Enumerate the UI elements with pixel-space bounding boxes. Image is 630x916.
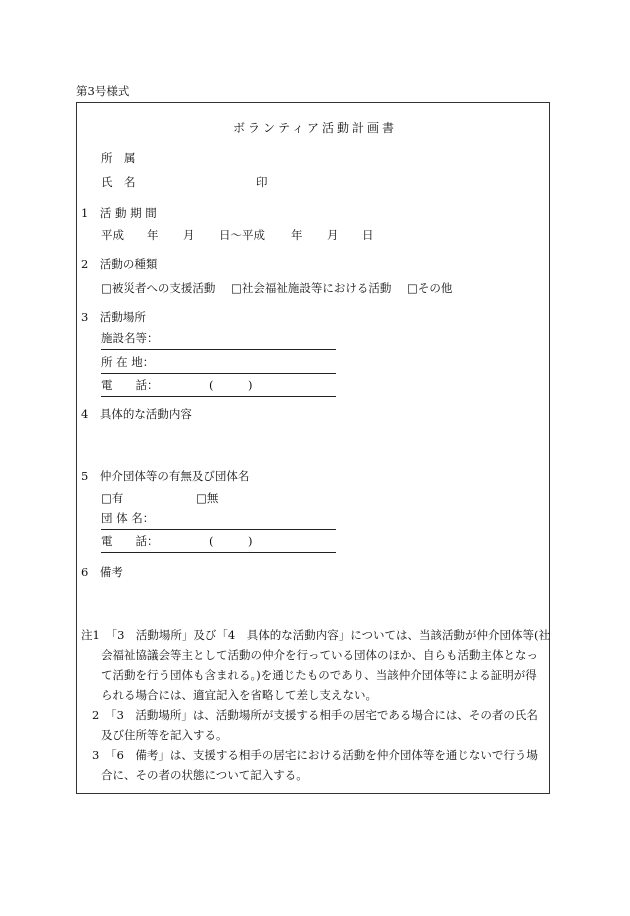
section-5-heading: 5 仲介団体等の有無及び団体名 xyxy=(81,469,250,483)
seal-label: 印 xyxy=(256,175,268,189)
phone-area-code-parens: ( ) xyxy=(209,378,253,392)
section-1-heading: 1 活 動 期 間 xyxy=(81,206,157,220)
note-1-line: 注1 「3 活動場所」及び「4 具体的な活動内容」については、当該活動が仲介団体等(社 xyxy=(81,628,550,642)
org-phone-label: 電 話： xyxy=(101,534,159,548)
period-year-end: 年 xyxy=(291,228,303,242)
section-2-heading: 2 活動の種類 xyxy=(81,257,158,271)
activity-content-area[interactable] xyxy=(101,426,531,462)
affiliation-label: 所 属 xyxy=(101,151,136,165)
remarks-area[interactable] xyxy=(101,583,531,619)
org-name-field[interactable] xyxy=(101,513,336,530)
address-label: 所 在 地： xyxy=(101,355,155,369)
org-phone-area-code-parens: ( ) xyxy=(209,534,253,548)
period-day-start: 日〜平成 xyxy=(219,228,265,242)
phone-field[interactable] xyxy=(101,380,336,397)
section-4-heading: 4 具体的な活動内容 xyxy=(81,407,192,421)
note-3-line: 合に、その者の状態について記入する。 xyxy=(101,768,308,782)
form-id: 第3号様式 xyxy=(76,84,130,98)
facility-name-field[interactable] xyxy=(101,333,336,350)
period-month-end: 月 xyxy=(327,228,339,242)
note-3-line: 3 「6 備考」は、支援する相手の居宅における活動を仲介団体等を通じないで行う場 xyxy=(92,748,538,762)
address-field[interactable] xyxy=(101,357,336,374)
phone-label: 電 話： xyxy=(101,378,159,392)
period-day-end: 日 xyxy=(362,228,374,242)
note-1-line: て活動を行う団体も含まれる。)を通じたものであり、当該仲介団体等による証明が得 xyxy=(101,668,537,682)
org-name-label: 団 体 名： xyxy=(101,511,155,525)
activity-type-option[interactable]: □社会福祉施設等における活動 xyxy=(231,281,392,295)
period-month-start: 月 xyxy=(183,228,195,242)
intermediary-yes-checkbox[interactable]: □有 xyxy=(101,491,124,505)
note-1-line: 会福祉協議会等主として活動の仲介を行っている団体のほか、自らも活動主体となっ xyxy=(101,648,538,662)
activity-type-option[interactable]: □その他 xyxy=(407,281,453,295)
name-label: 氏 名 xyxy=(101,175,136,189)
note-2-line: 2 「3 活動場所」は、活動場所が支援する相手の居宅である場合には、その者の氏名 xyxy=(92,708,538,722)
period-era-start: 平成 xyxy=(101,228,124,242)
section-6-heading: 6 備考 xyxy=(81,565,123,579)
form-title: ボランティア活動計画書 xyxy=(232,121,398,135)
period-year-start: 年 xyxy=(147,228,159,242)
section-3-heading: 3 活動場所 xyxy=(81,310,146,324)
activity-type-option[interactable]: □被災者への支援活動 xyxy=(101,281,216,295)
note-1-line: られる場合には、適宜記入を省略して差し支えない。 xyxy=(101,688,377,702)
note-2-line: 及び住所等を記入する。 xyxy=(101,728,228,742)
org-phone-field[interactable] xyxy=(101,536,336,553)
facility-name-label: 施設名等： xyxy=(101,331,159,345)
intermediary-no-checkbox[interactable]: □無 xyxy=(196,491,219,505)
